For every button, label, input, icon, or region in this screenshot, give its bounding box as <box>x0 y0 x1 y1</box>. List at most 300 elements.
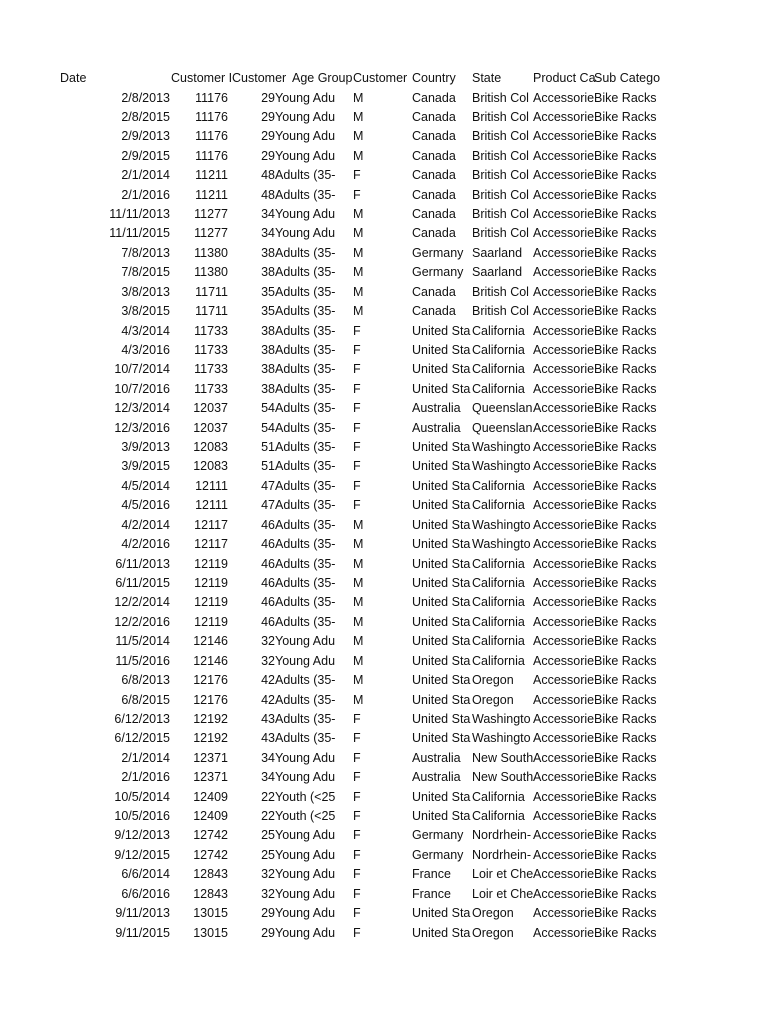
cell-date[interactable]: 2/1/2016 <box>121 770 170 785</box>
cell-age-group[interactable]: Young Adu <box>275 925 336 940</box>
cell-product-category[interactable]: Accessorie <box>533 828 595 843</box>
cell-customer-age[interactable]: 46 <box>261 517 275 532</box>
cell-customer-id[interactable]: 12119 <box>194 595 228 610</box>
cell-product-category[interactable]: Accessorie <box>533 265 595 280</box>
cell-country[interactable]: United Sta <box>412 614 471 629</box>
cell-age-group[interactable]: Young Adu <box>275 90 336 105</box>
cell-customer-id[interactable]: 12409 <box>193 789 228 804</box>
cell-customer-gender[interactable]: F <box>353 750 361 765</box>
cell-customer-id[interactable]: 12843 <box>193 886 228 901</box>
cell-customer-gender[interactable]: M <box>353 595 364 610</box>
cell-customer-gender[interactable]: M <box>353 109 364 124</box>
cell-customer-gender[interactable]: M <box>353 129 364 144</box>
cell-sub-category[interactable]: Bike Racks <box>594 925 657 940</box>
cell-product-category[interactable]: Accessorie <box>533 109 595 124</box>
cell-country[interactable]: Germany <box>412 265 464 280</box>
cell-customer-id[interactable]: 12742 <box>193 828 228 843</box>
cell-sub-category[interactable]: Bike Racks <box>594 226 657 241</box>
cell-customer-gender[interactable]: F <box>353 459 361 474</box>
cell-product-category[interactable]: Accessorie <box>533 537 595 552</box>
cell-customer-gender[interactable]: F <box>353 401 361 416</box>
cell-country[interactable]: United Sta <box>412 440 471 455</box>
cell-date[interactable]: 11/11/2013 <box>109 207 170 222</box>
cell-sub-category[interactable]: Bike Racks <box>594 323 657 338</box>
cell-date[interactable]: 2/9/2015 <box>121 148 170 163</box>
cell-customer-id[interactable]: 11176 <box>195 129 228 144</box>
cell-customer-age[interactable]: 29 <box>261 906 275 921</box>
cell-sub-category[interactable]: Bike Racks <box>594 731 657 746</box>
cell-sub-category[interactable]: Bike Racks <box>594 614 657 629</box>
cell-customer-id[interactable]: 12146 <box>193 634 228 649</box>
cell-product-category[interactable]: Accessorie <box>533 673 595 688</box>
cell-customer-gender[interactable]: F <box>353 847 361 862</box>
cell-customer-age[interactable]: 38 <box>261 381 275 396</box>
cell-product-category[interactable]: Accessorie <box>533 401 595 416</box>
cell-product-category[interactable]: Accessorie <box>533 420 595 435</box>
cell-customer-age[interactable]: 48 <box>261 187 275 202</box>
cell-customer-gender[interactable]: F <box>353 906 361 921</box>
cell-age-group[interactable]: Adults (35- <box>275 381 336 396</box>
cell-customer-age[interactable]: 29 <box>261 129 275 144</box>
cell-date[interactable]: 2/9/2013 <box>121 129 170 144</box>
cell-state[interactable]: California <box>472 478 525 493</box>
cell-product-category[interactable]: Accessorie <box>533 90 595 105</box>
cell-sub-category[interactable]: Bike Racks <box>594 789 657 804</box>
cell-customer-age[interactable]: 35 <box>261 284 275 299</box>
cell-state[interactable]: Washingto <box>472 731 531 746</box>
cell-customer-age[interactable]: 38 <box>261 245 275 260</box>
cell-state[interactable]: California <box>472 498 525 513</box>
cell-product-category[interactable]: Accessorie <box>533 226 595 241</box>
cell-sub-category[interactable]: Bike Racks <box>594 828 657 843</box>
cell-country[interactable]: United Sta <box>412 653 471 668</box>
cell-age-group[interactable]: Adults (35- <box>275 614 336 629</box>
cell-state[interactable]: British Col <box>472 304 529 319</box>
cell-state[interactable]: Queenslan <box>472 420 533 435</box>
cell-date[interactable]: 12/3/2016 <box>114 420 170 435</box>
cell-customer-age[interactable]: 32 <box>261 867 275 882</box>
cell-product-category[interactable]: Accessorie <box>533 245 595 260</box>
cell-country[interactable]: France <box>412 886 451 901</box>
cell-sub-category[interactable]: Bike Racks <box>594 634 657 649</box>
cell-customer-age[interactable]: 34 <box>261 226 275 241</box>
cell-sub-category[interactable]: Bike Racks <box>594 673 657 688</box>
cell-sub-category[interactable]: Bike Racks <box>594 576 657 590</box>
cell-date[interactable]: 2/8/2013 <box>121 90 170 105</box>
cell-sub-category[interactable]: Bike Racks <box>594 478 657 493</box>
cell-customer-age[interactable]: 54 <box>261 420 275 435</box>
cell-country[interactable]: Canada <box>412 148 456 163</box>
cell-state[interactable]: New South <box>472 770 534 785</box>
cell-customer-age[interactable]: 54 <box>261 401 275 416</box>
cell-customer-gender[interactable]: M <box>353 90 364 105</box>
cell-date[interactable]: 11/11/2015 <box>109 226 170 241</box>
cell-customer-id[interactable]: 12037 <box>193 420 228 435</box>
cell-country[interactable]: Australia <box>412 770 461 785</box>
cell-sub-category[interactable]: Bike Racks <box>594 304 657 319</box>
cell-age-group[interactable]: Adults (35- <box>275 517 336 532</box>
cell-age-group[interactable]: Adults (35- <box>275 711 336 726</box>
cell-country[interactable]: Canada <box>412 187 456 202</box>
cell-country[interactable]: United Sta <box>412 673 471 688</box>
cell-customer-id[interactable]: 11380 <box>194 265 228 280</box>
cell-customer-id[interactable]: 12119 <box>194 614 228 629</box>
cell-customer-id[interactable]: 11176 <box>195 90 228 105</box>
cell-date[interactable]: 7/8/2015 <box>121 265 170 280</box>
cell-product-category[interactable]: Accessorie <box>533 148 595 163</box>
cell-date[interactable]: 11/5/2016 <box>115 653 170 668</box>
cell-product-category[interactable]: Accessorie <box>533 867 595 882</box>
cell-customer-age[interactable]: 42 <box>261 673 275 688</box>
cell-age-group[interactable]: Youth (<25 <box>275 809 336 824</box>
header-age-group[interactable]: Age Group <box>292 71 353 85</box>
cell-state[interactable]: British Col <box>472 187 529 202</box>
cell-sub-category[interactable]: Bike Racks <box>594 129 657 144</box>
cell-sub-category[interactable]: Bike Racks <box>594 653 657 668</box>
cell-state[interactable]: Saarland <box>472 245 523 260</box>
cell-product-category[interactable]: Accessorie <box>533 770 595 785</box>
cell-customer-age[interactable]: 34 <box>261 770 275 785</box>
cell-customer-gender[interactable]: F <box>353 867 361 882</box>
cell-sub-category[interactable]: Bike Racks <box>594 401 657 416</box>
cell-age-group[interactable]: Young Adu <box>275 906 336 921</box>
cell-customer-age[interactable]: 22 <box>261 789 275 804</box>
cell-date[interactable]: 2/8/2015 <box>121 109 170 124</box>
cell-age-group[interactable]: Adults (35- <box>275 556 336 571</box>
cell-age-group[interactable]: Young Adu <box>275 129 336 144</box>
header-date[interactable]: Date <box>60 71 87 85</box>
cell-customer-age[interactable]: 32 <box>261 886 275 901</box>
cell-customer-gender[interactable]: F <box>353 925 361 940</box>
cell-date[interactable]: 6/11/2013 <box>115 556 170 571</box>
cell-state[interactable]: California <box>472 342 525 357</box>
header-customer-id[interactable]: Customer I <box>171 71 233 85</box>
cell-sub-category[interactable]: Bike Racks <box>594 867 657 882</box>
cell-customer-age[interactable]: 48 <box>261 168 275 183</box>
cell-date[interactable]: 4/2/2016 <box>121 537 170 552</box>
cell-sub-category[interactable]: Bike Racks <box>594 517 657 532</box>
cell-state[interactable]: California <box>472 362 525 377</box>
cell-sub-category[interactable]: Bike Racks <box>594 711 657 726</box>
cell-customer-age[interactable]: 46 <box>261 556 275 571</box>
cell-customer-id[interactable]: 12192 <box>193 731 228 746</box>
cell-date[interactable]: 10/5/2014 <box>114 789 170 804</box>
cell-country[interactable]: United Sta <box>412 692 471 707</box>
cell-customer-gender[interactable]: M <box>353 148 364 163</box>
cell-country[interactable]: United Sta <box>412 731 471 746</box>
cell-age-group[interactable]: Young Adu <box>275 148 336 163</box>
cell-state[interactable]: British Col <box>472 148 529 163</box>
cell-product-category[interactable]: Accessorie <box>533 362 595 377</box>
cell-customer-age[interactable]: 46 <box>261 614 275 629</box>
cell-customer-gender[interactable]: F <box>353 498 361 513</box>
cell-customer-id[interactable]: 12742 <box>193 847 228 862</box>
cell-age-group[interactable]: Young Adu <box>275 653 336 668</box>
cell-customer-id[interactable]: 13015 <box>193 925 228 940</box>
cell-country[interactable]: France <box>412 867 451 882</box>
cell-sub-category[interactable]: Bike Racks <box>594 420 657 435</box>
cell-customer-gender[interactable]: F <box>353 478 361 493</box>
cell-customer-id[interactable]: 11380 <box>194 245 228 260</box>
cell-date[interactable]: 4/3/2014 <box>121 323 170 338</box>
cell-country[interactable]: United Sta <box>412 323 471 338</box>
cell-customer-id[interactable]: 11711 <box>195 284 228 299</box>
cell-state[interactable]: New South <box>472 750 534 765</box>
cell-customer-gender[interactable]: M <box>353 537 364 552</box>
cell-customer-age[interactable]: 46 <box>261 595 275 610</box>
cell-country[interactable]: Canada <box>412 284 456 299</box>
cell-state[interactable]: Washingto <box>472 459 531 474</box>
cell-country[interactable]: United Sta <box>412 809 471 824</box>
cell-age-group[interactable]: Adults (35- <box>275 537 336 552</box>
cell-customer-age[interactable]: 47 <box>261 478 275 493</box>
cell-country[interactable]: United Sta <box>412 342 471 357</box>
cell-sub-category[interactable]: Bike Racks <box>594 770 657 785</box>
cell-date[interactable]: 3/8/2013 <box>121 284 170 299</box>
cell-date[interactable]: 12/2/2016 <box>114 614 170 629</box>
cell-date[interactable]: 10/7/2016 <box>114 381 170 396</box>
cell-country[interactable]: United Sta <box>412 537 471 552</box>
cell-customer-gender[interactable]: F <box>353 440 361 455</box>
cell-customer-age[interactable]: 32 <box>261 653 275 668</box>
cell-age-group[interactable]: Youth (<25 <box>275 789 336 804</box>
cell-age-group[interactable]: Adults (35- <box>275 498 336 513</box>
cell-customer-id[interactable]: 11277 <box>194 226 228 241</box>
cell-customer-id[interactable]: 12409 <box>193 809 228 824</box>
cell-state[interactable]: Oregon <box>472 925 514 940</box>
cell-customer-gender[interactable]: M <box>353 226 364 241</box>
cell-customer-gender[interactable]: M <box>353 517 364 532</box>
cell-state[interactable]: Loir et Che <box>472 867 534 882</box>
cell-age-group[interactable]: Adults (35- <box>275 401 336 416</box>
cell-country[interactable]: Germany <box>412 828 464 843</box>
cell-customer-age[interactable]: 29 <box>261 148 275 163</box>
header-customer-age[interactable]: Customer <box>232 71 287 85</box>
cell-country[interactable]: United Sta <box>412 381 471 396</box>
cell-date[interactable]: 11/5/2014 <box>115 634 170 649</box>
cell-age-group[interactable]: Young Adu <box>275 886 336 901</box>
cell-date[interactable]: 6/6/2014 <box>121 867 170 882</box>
cell-age-group[interactable]: Adults (35- <box>275 576 336 590</box>
header-sub-category[interactable]: Sub Catego <box>594 71 661 85</box>
cell-customer-age[interactable]: 34 <box>261 207 275 222</box>
cell-state[interactable]: Saarland <box>472 265 523 280</box>
cell-country[interactable]: Canada <box>412 304 456 319</box>
cell-customer-id[interactable]: 12119 <box>194 556 228 571</box>
cell-age-group[interactable]: Young Adu <box>275 867 336 882</box>
cell-customer-gender[interactable]: F <box>353 711 361 726</box>
cell-country[interactable]: United Sta <box>412 789 471 804</box>
cell-customer-gender[interactable]: F <box>353 770 361 785</box>
cell-customer-id[interactable]: 11733 <box>194 362 228 377</box>
cell-sub-category[interactable]: Bike Racks <box>594 595 657 610</box>
cell-sub-category[interactable]: Bike Racks <box>594 148 657 163</box>
cell-date[interactable]: 7/8/2013 <box>121 245 170 260</box>
cell-country[interactable]: United Sta <box>412 459 471 474</box>
cell-state[interactable]: British Col <box>472 226 529 241</box>
cell-state[interactable]: California <box>472 381 525 396</box>
cell-customer-age[interactable]: 25 <box>261 847 275 862</box>
cell-product-category[interactable]: Accessorie <box>533 789 595 804</box>
cell-product-category[interactable]: Accessorie <box>533 692 595 707</box>
cell-product-category[interactable]: Accessorie <box>533 342 595 357</box>
cell-customer-age[interactable]: 47 <box>261 498 275 513</box>
cell-date[interactable]: 10/7/2014 <box>114 362 170 377</box>
cell-state[interactable]: California <box>472 595 525 610</box>
cell-country[interactable]: Canada <box>412 226 456 241</box>
cell-customer-gender[interactable]: F <box>353 886 361 901</box>
cell-customer-gender[interactable]: F <box>353 323 361 338</box>
cell-sub-category[interactable]: Bike Racks <box>594 498 657 513</box>
cell-sub-category[interactable]: Bike Racks <box>594 537 657 552</box>
cell-product-category[interactable]: Accessorie <box>533 168 595 183</box>
cell-customer-age[interactable]: 46 <box>261 537 275 552</box>
cell-state[interactable]: California <box>472 323 525 338</box>
cell-customer-id[interactable]: 12119 <box>194 576 228 590</box>
cell-customer-id[interactable]: 12371 <box>193 770 228 785</box>
cell-age-group[interactable]: Young Adu <box>275 847 336 862</box>
cell-sub-category[interactable]: Bike Racks <box>594 847 657 862</box>
cell-date[interactable]: 6/12/2015 <box>114 731 170 746</box>
cell-customer-gender[interactable]: F <box>353 731 361 746</box>
cell-date[interactable]: 2/1/2016 <box>121 187 170 202</box>
cell-country[interactable]: United Sta <box>412 906 471 921</box>
cell-date[interactable]: 6/12/2013 <box>114 711 170 726</box>
header-state[interactable]: State <box>472 71 502 85</box>
cell-product-category[interactable]: Accessorie <box>533 556 595 571</box>
cell-product-category[interactable]: Accessorie <box>533 381 595 396</box>
cell-age-group[interactable]: Adults (35- <box>275 440 336 455</box>
cell-age-group[interactable]: Young Adu <box>275 226 336 241</box>
cell-state[interactable]: British Col <box>472 90 529 105</box>
cell-age-group[interactable]: Adults (35- <box>275 342 336 357</box>
cell-age-group[interactable]: Adults (35- <box>275 731 336 746</box>
cell-customer-id[interactable]: 12146 <box>193 653 228 668</box>
cell-customer-gender[interactable]: F <box>353 420 361 435</box>
cell-product-category[interactable]: Accessorie <box>533 614 595 629</box>
cell-age-group[interactable]: Adults (35- <box>275 284 336 299</box>
cell-state[interactable]: California <box>472 614 525 629</box>
cell-customer-gender[interactable]: F <box>353 789 361 804</box>
cell-sub-category[interactable]: Bike Racks <box>594 342 657 357</box>
cell-state[interactable]: British Col <box>472 109 529 124</box>
cell-customer-gender[interactable]: M <box>353 207 364 222</box>
cell-product-category[interactable]: Accessorie <box>533 847 595 862</box>
cell-customer-gender[interactable]: F <box>353 168 361 183</box>
cell-sub-category[interactable]: Bike Racks <box>594 168 657 183</box>
header-country[interactable]: Country <box>412 71 456 85</box>
cell-age-group[interactable]: Adults (35- <box>275 265 336 280</box>
cell-customer-gender[interactable]: M <box>353 634 364 649</box>
cell-date[interactable]: 9/12/2015 <box>114 847 170 862</box>
cell-customer-id[interactable]: 12117 <box>194 537 228 552</box>
cell-customer-age[interactable]: 29 <box>261 90 275 105</box>
cell-product-category[interactable]: Accessorie <box>533 595 595 610</box>
cell-state[interactable]: British Col <box>472 284 529 299</box>
cell-customer-gender[interactable]: M <box>353 614 364 629</box>
cell-product-category[interactable]: Accessorie <box>533 323 595 338</box>
cell-customer-id[interactable]: 12083 <box>193 459 228 474</box>
header-product-category[interactable]: Product Ca <box>533 71 596 85</box>
cell-customer-id[interactable]: 12037 <box>193 401 228 416</box>
cell-customer-id[interactable]: 12176 <box>193 692 228 707</box>
cell-customer-id[interactable]: 11733 <box>194 342 228 357</box>
cell-customer-id[interactable]: 12117 <box>194 517 228 532</box>
cell-product-category[interactable]: Accessorie <box>533 711 595 726</box>
cell-product-category[interactable]: Accessorie <box>533 906 595 921</box>
cell-product-category[interactable]: Accessorie <box>533 634 595 649</box>
cell-country[interactable]: Australia <box>412 750 461 765</box>
cell-age-group[interactable]: Adults (35- <box>275 595 336 610</box>
cell-state[interactable]: California <box>472 556 525 571</box>
cell-product-category[interactable]: Accessorie <box>533 284 595 299</box>
cell-state[interactable]: Oregon <box>472 906 514 921</box>
cell-date[interactable]: 6/8/2015 <box>121 692 170 707</box>
cell-product-category[interactable]: Accessorie <box>533 517 595 532</box>
cell-product-category[interactable]: Accessorie <box>533 925 595 940</box>
cell-customer-id[interactable]: 11277 <box>194 207 228 222</box>
cell-country[interactable]: United Sta <box>412 595 471 610</box>
cell-date[interactable]: 4/2/2014 <box>121 517 170 532</box>
cell-customer-gender[interactable]: F <box>353 342 361 357</box>
cell-customer-age[interactable]: 43 <box>261 731 275 746</box>
cell-country[interactable]: Canada <box>412 90 456 105</box>
cell-sub-category[interactable]: Bike Racks <box>594 381 657 396</box>
cell-product-category[interactable]: Accessorie <box>533 750 595 765</box>
cell-country[interactable]: United Sta <box>412 576 471 590</box>
cell-customer-id[interactable]: 13015 <box>193 906 228 921</box>
cell-customer-gender[interactable]: F <box>353 828 361 843</box>
cell-age-group[interactable]: Adults (35- <box>275 478 336 493</box>
cell-customer-id[interactable]: 12083 <box>193 440 228 455</box>
cell-customer-gender[interactable]: M <box>353 556 364 571</box>
cell-age-group[interactable]: Adults (35- <box>275 420 336 435</box>
cell-customer-age[interactable]: 38 <box>261 265 275 280</box>
cell-customer-age[interactable]: 42 <box>261 692 275 707</box>
cell-date[interactable]: 4/5/2014 <box>121 478 170 493</box>
cell-product-category[interactable]: Accessorie <box>533 440 595 455</box>
cell-customer-id[interactable]: 11711 <box>195 304 228 319</box>
cell-country[interactable]: United Sta <box>412 556 471 571</box>
cell-age-group[interactable]: Adults (35- <box>275 673 336 688</box>
cell-date[interactable]: 9/12/2013 <box>114 828 170 843</box>
cell-country[interactable]: Australia <box>412 420 461 435</box>
cell-customer-age[interactable]: 51 <box>261 459 275 474</box>
cell-customer-gender[interactable]: M <box>353 304 364 319</box>
cell-age-group[interactable]: Adults (35- <box>275 168 336 183</box>
cell-customer-age[interactable]: 34 <box>261 750 275 765</box>
cell-date[interactable]: 12/3/2014 <box>114 401 170 416</box>
cell-country[interactable]: Canada <box>412 129 456 144</box>
cell-age-group[interactable]: Adults (35- <box>275 459 336 474</box>
cell-customer-id[interactable]: 11176 <box>195 148 228 163</box>
header-customer-gender[interactable]: Customer <box>353 71 408 85</box>
cell-country[interactable]: Canada <box>412 207 456 222</box>
cell-sub-category[interactable]: Bike Racks <box>594 284 657 299</box>
cell-age-group[interactable]: Young Adu <box>275 634 336 649</box>
cell-customer-age[interactable]: 38 <box>261 362 275 377</box>
cell-state[interactable]: Oregon <box>472 692 514 707</box>
cell-date[interactable]: 6/6/2016 <box>121 886 170 901</box>
cell-customer-gender[interactable]: F <box>353 187 361 202</box>
cell-customer-gender[interactable]: M <box>353 265 364 280</box>
cell-sub-category[interactable]: Bike Racks <box>594 265 657 280</box>
cell-date[interactable]: 3/9/2015 <box>121 459 170 474</box>
cell-sub-category[interactable]: Bike Racks <box>594 109 657 124</box>
cell-state[interactable]: California <box>472 809 525 824</box>
cell-state[interactable]: Washingto <box>472 711 531 726</box>
cell-customer-gender[interactable]: M <box>353 692 364 707</box>
